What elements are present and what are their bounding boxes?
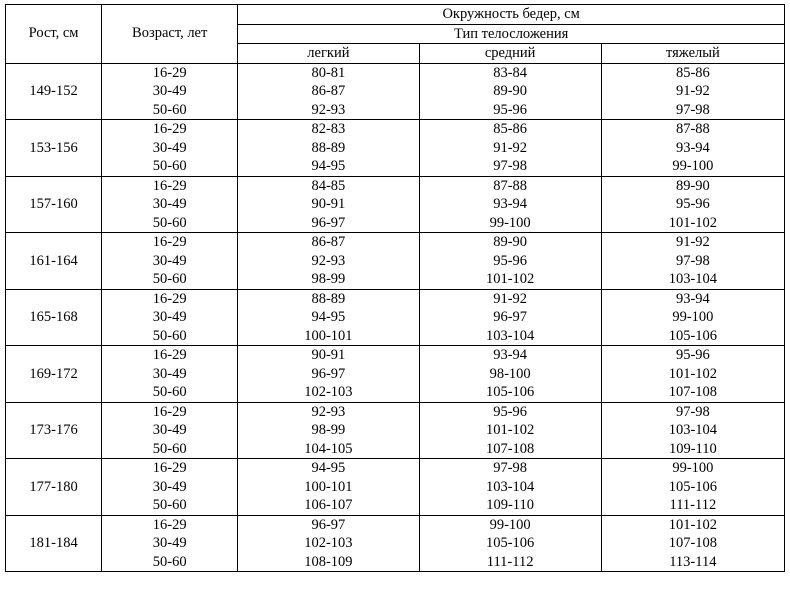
- age-range-cell: 50-60: [102, 214, 238, 233]
- medium-type-value-cell: 105-106: [419, 383, 601, 402]
- table-row: [6, 496, 785, 515]
- heavy-type-value-cell: 97-98: [601, 101, 784, 120]
- medium-type-value-cell: 98-100: [419, 365, 601, 384]
- age-range-cell: 30-49: [102, 308, 238, 327]
- medium-type-value-cell: 87-88: [419, 176, 601, 195]
- table-row: [6, 120, 785, 139]
- medium-type-value-cell: 97-98: [419, 157, 601, 176]
- hip-size-table: [5, 4, 785, 572]
- light-type-value-cell: 96-97: [238, 214, 419, 233]
- light-type-value-cell: 90-91: [238, 195, 419, 214]
- heavy-type-value-cell: 107-108: [601, 383, 784, 402]
- hip-size-table-container: [5, 4, 785, 572]
- heavy-type-value-cell: 113-114: [601, 553, 784, 572]
- light-type-value-cell: 92-93: [238, 252, 419, 271]
- medium-type-value-cell: 83-84: [419, 63, 601, 82]
- medium-type-value-cell: 95-96: [419, 402, 601, 421]
- age-range-cell: 50-60: [102, 496, 238, 515]
- light-type-value-cell: 94-95: [238, 308, 419, 327]
- age-range-cell: 30-49: [102, 478, 238, 497]
- hip-circumference-header: Окружность бедер, см: [238, 5, 785, 25]
- heavy-type-value-cell: 103-104: [601, 270, 784, 289]
- heavy-type-value-cell: 103-104: [601, 421, 784, 440]
- table-row: [6, 214, 785, 233]
- age-range-cell: 30-49: [102, 139, 238, 158]
- table-row: [6, 139, 785, 158]
- age-range-cell: 30-49: [102, 365, 238, 384]
- age-range-cell: 30-49: [102, 195, 238, 214]
- table-row: [6, 327, 785, 346]
- body-type-heavy-header: тяжелый: [601, 44, 784, 64]
- age-range-cell: 16-29: [102, 346, 238, 365]
- height-range-cell: 157-160: [6, 176, 102, 233]
- heavy-type-value-cell: 109-110: [601, 440, 784, 459]
- age-column-header: Возраст, лет: [102, 5, 238, 64]
- table-row: [6, 270, 785, 289]
- light-type-value-cell: 82-83: [238, 120, 419, 139]
- age-range-cell: 16-29: [102, 459, 238, 478]
- light-type-value-cell: 104-105: [238, 440, 419, 459]
- age-range-cell: 16-29: [102, 120, 238, 139]
- table-row: [6, 534, 785, 553]
- heavy-type-value-cell: 101-102: [601, 365, 784, 384]
- table-row: [6, 252, 785, 271]
- body-type-medium-header: средний: [419, 44, 601, 64]
- light-type-value-cell: 94-95: [238, 157, 419, 176]
- heavy-type-value-cell: 107-108: [601, 534, 784, 553]
- medium-type-value-cell: 109-110: [419, 496, 601, 515]
- age-range-cell: 16-29: [102, 402, 238, 421]
- light-type-value-cell: 102-103: [238, 534, 419, 553]
- age-range-cell: 30-49: [102, 252, 238, 271]
- light-type-value-cell: 88-89: [238, 289, 419, 308]
- medium-type-value-cell: 101-102: [419, 421, 601, 440]
- light-type-value-cell: 86-87: [238, 233, 419, 252]
- medium-type-value-cell: 85-86: [419, 120, 601, 139]
- height-range-cell: 173-176: [6, 402, 102, 459]
- table-row: [6, 176, 785, 195]
- table-row: [6, 383, 785, 402]
- heavy-type-value-cell: 95-96: [601, 346, 784, 365]
- age-range-cell: 16-29: [102, 63, 238, 82]
- medium-type-value-cell: 89-90: [419, 233, 601, 252]
- heavy-type-value-cell: 101-102: [601, 515, 784, 534]
- light-type-value-cell: 100-101: [238, 478, 419, 497]
- age-range-cell: 16-29: [102, 515, 238, 534]
- light-type-value-cell: 94-95: [238, 459, 419, 478]
- table-row: [6, 63, 785, 82]
- light-type-value-cell: 98-99: [238, 270, 419, 289]
- table-row: [6, 478, 785, 497]
- table-body: [6, 63, 785, 572]
- heavy-type-value-cell: 87-88: [601, 120, 784, 139]
- heavy-type-value-cell: 93-94: [601, 139, 784, 158]
- age-range-cell: 30-49: [102, 421, 238, 440]
- medium-type-value-cell: 99-100: [419, 214, 601, 233]
- height-range-cell: 177-180: [6, 459, 102, 516]
- medium-type-value-cell: 93-94: [419, 195, 601, 214]
- medium-type-value-cell: 95-96: [419, 252, 601, 271]
- table-row: [6, 346, 785, 365]
- table-row: [6, 515, 785, 534]
- light-type-value-cell: 80-81: [238, 63, 419, 82]
- light-type-value-cell: 102-103: [238, 383, 419, 402]
- height-range-cell: 181-184: [6, 515, 102, 572]
- height-column-header: Рост, см: [6, 5, 102, 64]
- heavy-type-value-cell: 105-106: [601, 327, 784, 346]
- height-range-cell: 161-164: [6, 233, 102, 290]
- table-row: [6, 101, 785, 120]
- medium-type-value-cell: 111-112: [419, 553, 601, 572]
- light-type-value-cell: 108-109: [238, 553, 419, 572]
- age-range-cell: 50-60: [102, 101, 238, 120]
- light-type-value-cell: 92-93: [238, 402, 419, 421]
- heavy-type-value-cell: 99-100: [601, 157, 784, 176]
- light-type-value-cell: 96-97: [238, 515, 419, 534]
- age-range-cell: 16-29: [102, 289, 238, 308]
- table-row: [6, 82, 785, 101]
- medium-type-value-cell: 95-96: [419, 101, 601, 120]
- age-range-cell: 50-60: [102, 553, 238, 572]
- table-header: [6, 5, 785, 64]
- light-type-value-cell: 100-101: [238, 327, 419, 346]
- heavy-type-value-cell: 97-98: [601, 402, 784, 421]
- medium-type-value-cell: 101-102: [419, 270, 601, 289]
- light-type-value-cell: 84-85: [238, 176, 419, 195]
- heavy-type-value-cell: 85-86: [601, 63, 784, 82]
- light-type-value-cell: 88-89: [238, 139, 419, 158]
- age-range-cell: 16-29: [102, 176, 238, 195]
- table-row: [6, 233, 785, 252]
- medium-type-value-cell: 89-90: [419, 82, 601, 101]
- table-row: [6, 421, 785, 440]
- heavy-type-value-cell: 111-112: [601, 496, 784, 515]
- medium-type-value-cell: 103-104: [419, 327, 601, 346]
- light-type-value-cell: 86-87: [238, 82, 419, 101]
- table-row: [6, 157, 785, 176]
- heavy-type-value-cell: 101-102: [601, 214, 784, 233]
- medium-type-value-cell: 103-104: [419, 478, 601, 497]
- table-row: [6, 459, 785, 478]
- table-row: [6, 553, 785, 572]
- heavy-type-value-cell: 91-92: [601, 82, 784, 101]
- heavy-type-value-cell: 89-90: [601, 176, 784, 195]
- table-row: [6, 402, 785, 421]
- age-range-cell: 16-29: [102, 233, 238, 252]
- table-row: [6, 440, 785, 459]
- heavy-type-value-cell: 93-94: [601, 289, 784, 308]
- medium-type-value-cell: 96-97: [419, 308, 601, 327]
- age-range-cell: 30-49: [102, 534, 238, 553]
- medium-type-value-cell: 99-100: [419, 515, 601, 534]
- medium-type-value-cell: 91-92: [419, 139, 601, 158]
- heavy-type-value-cell: 95-96: [601, 195, 784, 214]
- table-row: [6, 289, 785, 308]
- heavy-type-value-cell: 91-92: [601, 233, 784, 252]
- light-type-value-cell: 90-91: [238, 346, 419, 365]
- medium-type-value-cell: 93-94: [419, 346, 601, 365]
- heavy-type-value-cell: 105-106: [601, 478, 784, 497]
- medium-type-value-cell: 91-92: [419, 289, 601, 308]
- table-row: [6, 195, 785, 214]
- age-range-cell: 50-60: [102, 270, 238, 289]
- age-range-cell: 50-60: [102, 383, 238, 402]
- age-range-cell: 30-49: [102, 82, 238, 101]
- height-range-cell: 165-168: [6, 289, 102, 346]
- height-range-cell: 149-152: [6, 63, 102, 120]
- medium-type-value-cell: 105-106: [419, 534, 601, 553]
- height-range-cell: 169-172: [6, 346, 102, 403]
- table-row: [6, 365, 785, 384]
- heavy-type-value-cell: 97-98: [601, 252, 784, 271]
- height-range-cell: 153-156: [6, 120, 102, 177]
- age-range-cell: 50-60: [102, 327, 238, 346]
- light-type-value-cell: 96-97: [238, 365, 419, 384]
- age-range-cell: 50-60: [102, 157, 238, 176]
- heavy-type-value-cell: 99-100: [601, 308, 784, 327]
- body-type-light-header: легкий: [238, 44, 419, 64]
- table-row: [6, 308, 785, 327]
- light-type-value-cell: 106-107: [238, 496, 419, 515]
- heavy-type-value-cell: 99-100: [601, 459, 784, 478]
- body-type-header: Тип телосложения: [238, 24, 785, 44]
- light-type-value-cell: 92-93: [238, 101, 419, 120]
- medium-type-value-cell: 97-98: [419, 459, 601, 478]
- medium-type-value-cell: 107-108: [419, 440, 601, 459]
- age-range-cell: 50-60: [102, 440, 238, 459]
- light-type-value-cell: 98-99: [238, 421, 419, 440]
